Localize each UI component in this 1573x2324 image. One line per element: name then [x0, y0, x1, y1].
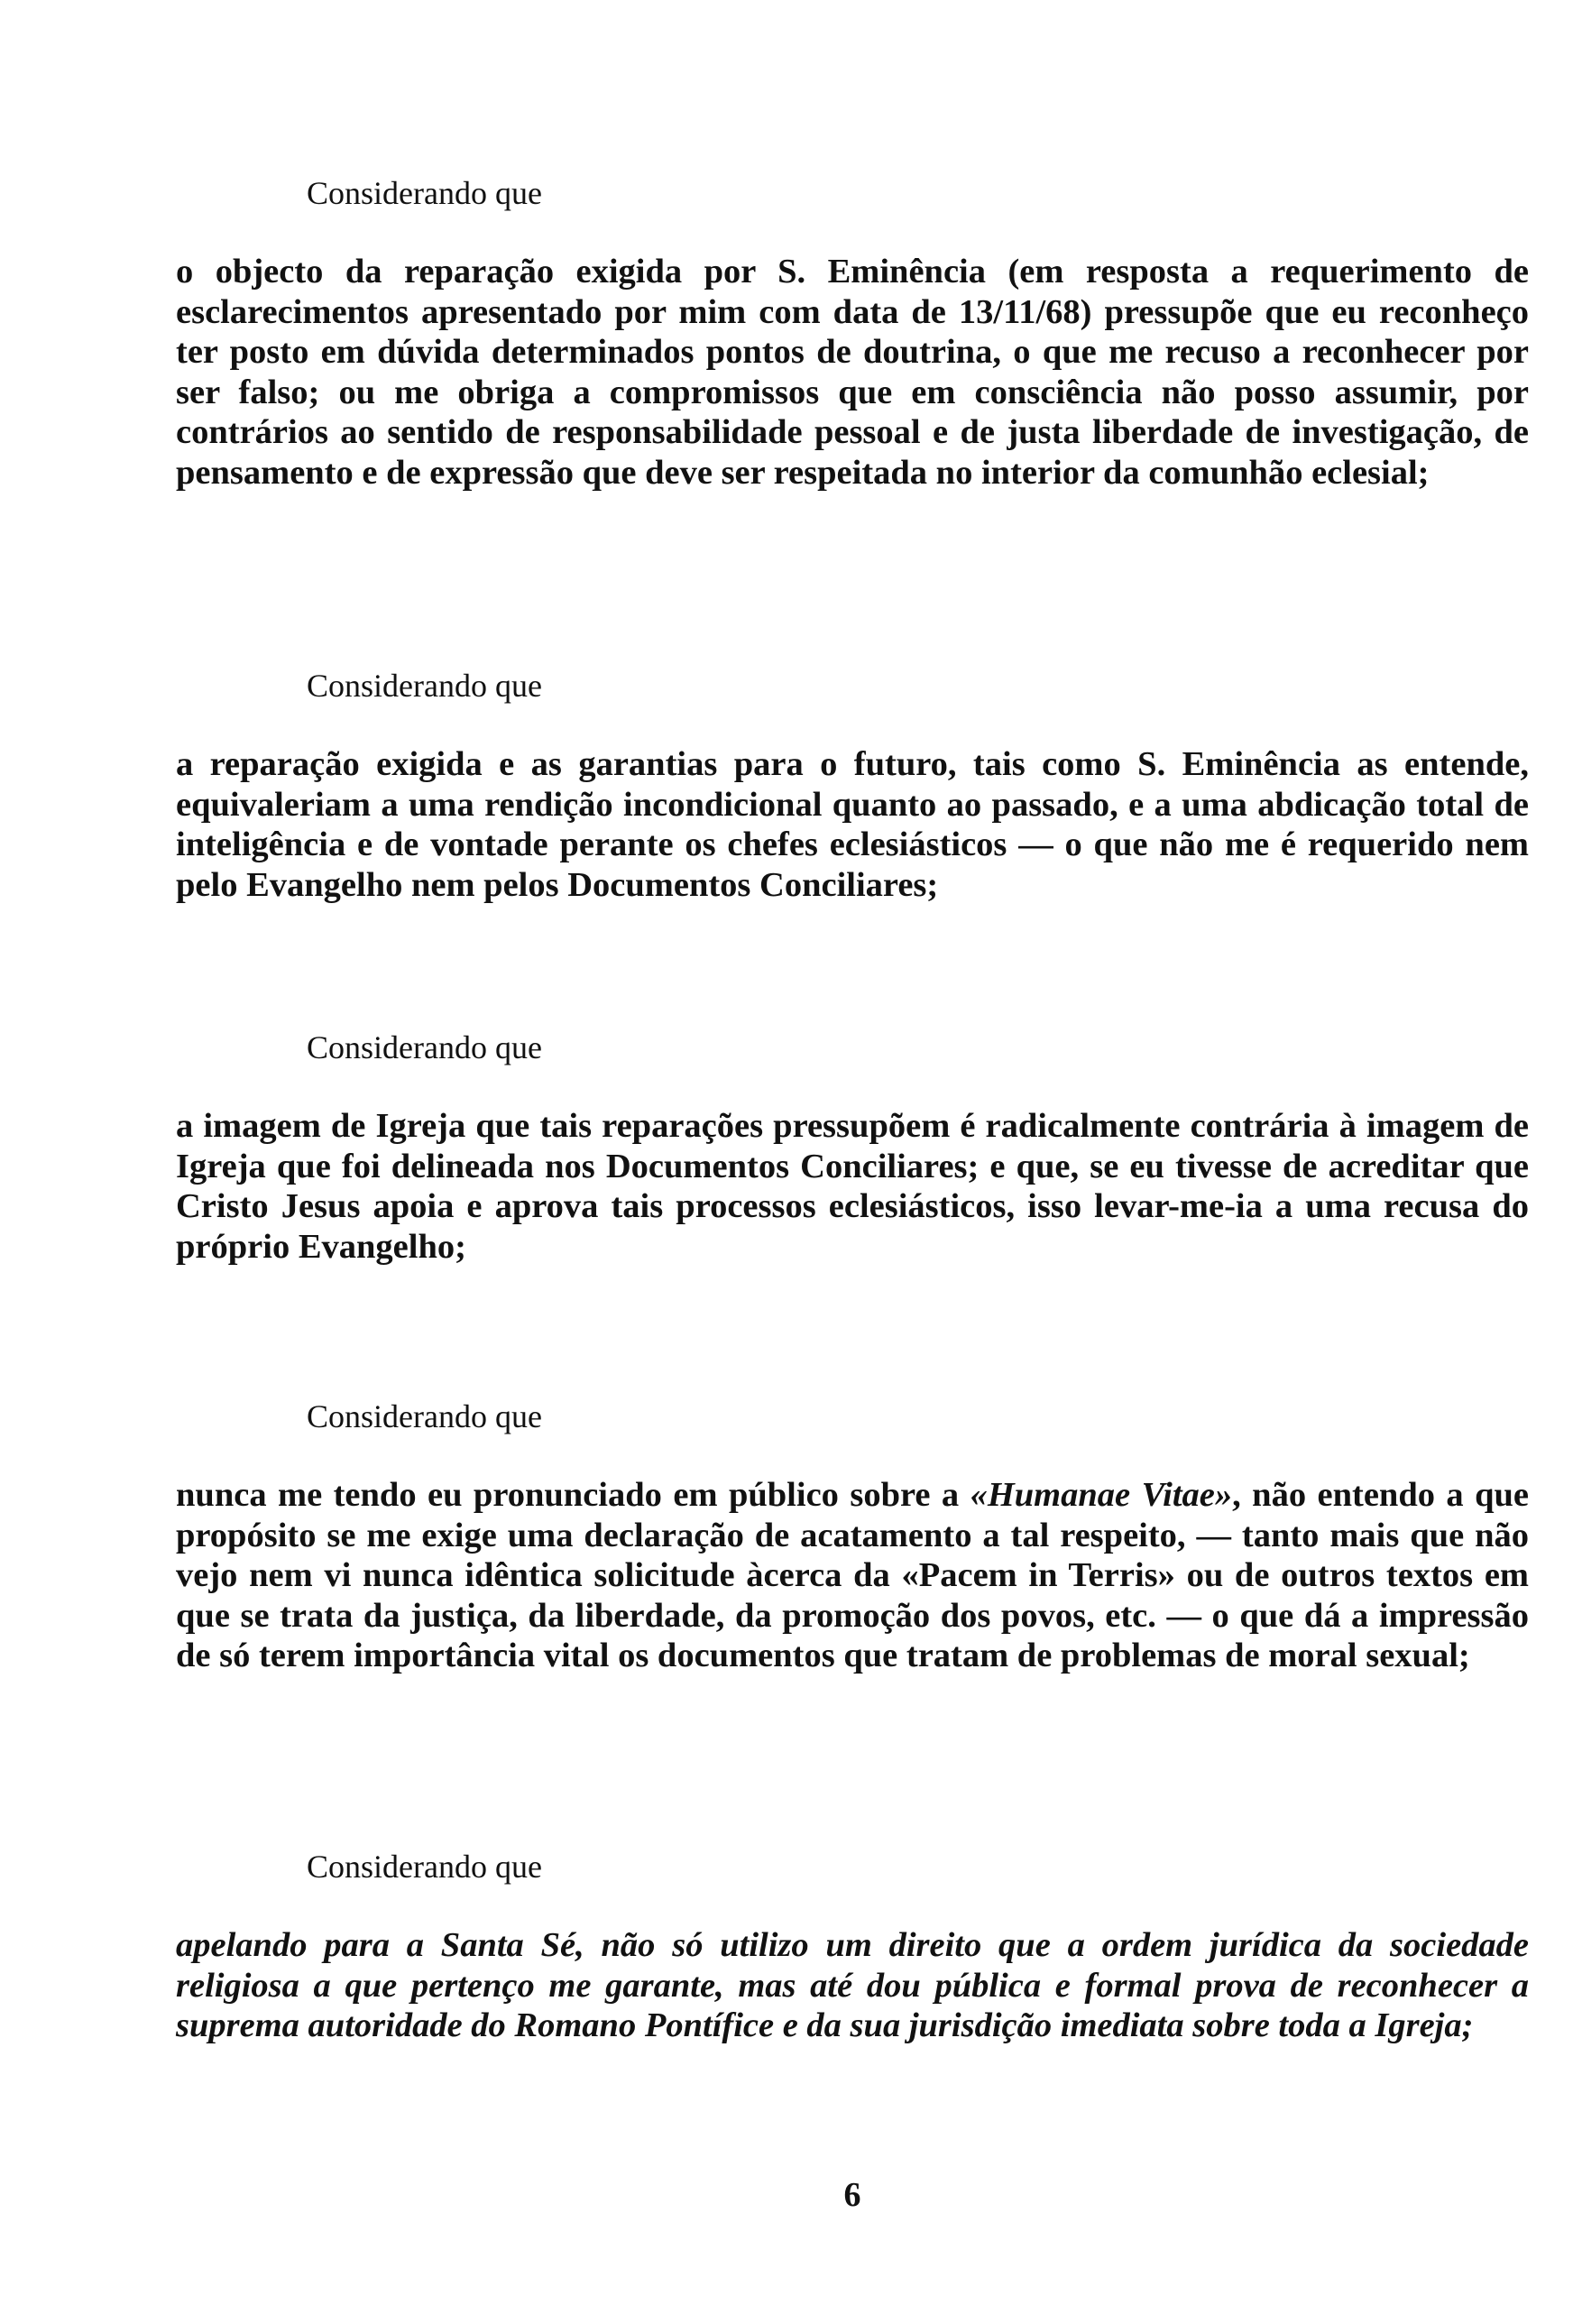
section-paragraph: a imagem de Igreja que tais reparações pressupõem é radicalmente contrária à imagem de Igreja que foi delineada nos Documentos Conciliares; e que, se eu tivesse de acreditar que Cristo Jesus apoia e aprova tais processos eclesiásticos, isso levar-me-ia a uma recusa do próprio Evangelho; [176, 1107, 1529, 1266]
paragraph-text-italic: «Humanae Vitae» [970, 1476, 1233, 1514]
section-heading: Considerando que [307, 1029, 542, 1065]
section-paragraph: a reparação exigida e as garantias para o futuro, tais como S. Eminência as entende, equivaleriam a uma rendição incondicional quanto ao passado, e a uma abdicação total de inteligência e de vontade perante os chefes eclesiásticos — o que não me é requerido nem pelo Evangelho nem pelos Documentos Conciliares; [176, 745, 1529, 904]
section-paragraph: o objecto da reparação exigida por S. Eminência (em resposta a requerimento de esclarecimentos apresentado por mim com data de 13/11/68) pressupõe que eu reconheço ter posto em dúvida determinados pontos de doutrina, o que me recuso a reconhecer por ser falso; ou me obriga a compromissos que em consciência não posso assumir, por contrários ao sentido de responsabilidade pessoal e de justa liberdade de investigação, de pensamento e de expressão que deve ser respeitada no interior da comunhão eclesial; [176, 253, 1529, 492]
section-heading: Considerando que [307, 1849, 542, 1885]
section-paragraph [176, 1475, 1529, 1676]
section-1 [176, 173, 1529, 493]
paragraph-text-before: nunca me tendo eu pronunciado em público sobre a [176, 1476, 970, 1514]
section-heading: Considerando que [307, 175, 542, 211]
paragraph-text-after: , não entendo a que propósito se me exige uma declaração de acatamento a tal respeito, — tanto mais que não vejo nem vi nunca idêntica solicitude àcerca da «Pacem in Terris» ou de outros textos em que se trata da justiça, da liberdade, da promoção dos povos, etc. — o que dá a impressão de só terem importância vital os documentos que tratam de problemas de moral sexual; [176, 1476, 1530, 1675]
section-3 [176, 1028, 1529, 1267]
document-page [176, 0, 1529, 2324]
section-paragraph: apelando para a Santa Sé, não só utilizo um direito que a ordem jurídica da sociedade religiosa a que pertenço me garante, mas até dou pública e formal prova de reconhecer a suprema autoridade do Romano Pontífice e da sua jurisdição imediata sobre toda a Igreja; [176, 1926, 1529, 2045]
section-heading: Considerando que [307, 1398, 542, 1434]
section-5 [176, 1847, 1529, 2046]
page-number: 6 [843, 2176, 861, 2214]
section-4 [176, 1397, 1529, 1676]
section-2 [176, 666, 1529, 905]
section-heading: Considerando que [307, 668, 542, 704]
